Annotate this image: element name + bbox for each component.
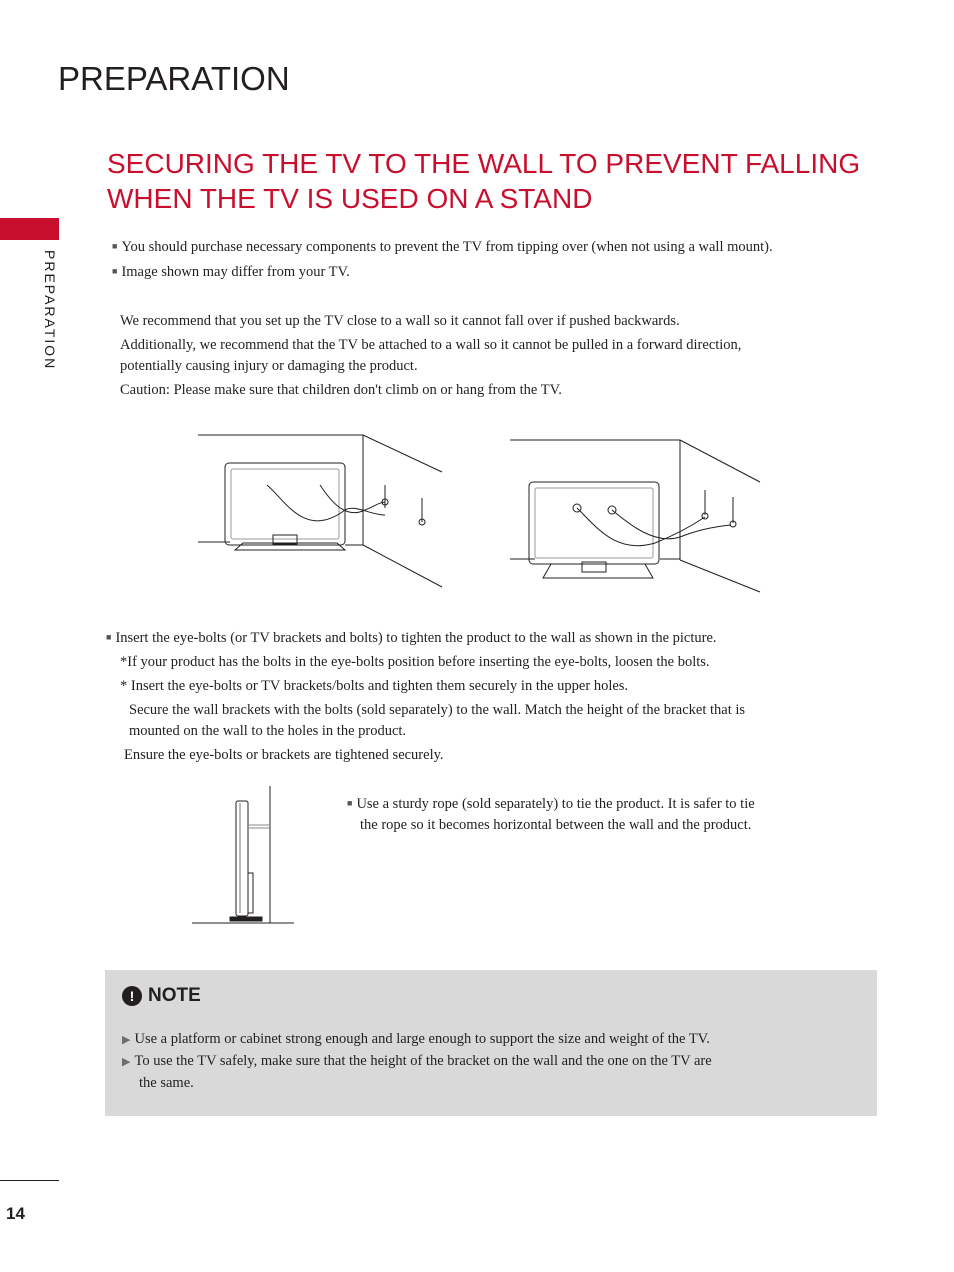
intro-line: Additionally, we recommend that the TV be attached to a wall so it cannot be pulled in a forward direction, [120, 337, 742, 353]
page-header-title: PREPARATION [58, 60, 290, 97]
intro-line: potentially causing injury or damaging the product. [120, 358, 418, 374]
section-title-line1: SECURING THE TV TO THE WALL TO PREVENT FALLING [107, 148, 861, 179]
square-bullet-icon: ■ [347, 798, 353, 808]
triangle-bullet-icon: ▶ [122, 1056, 131, 1068]
instruction-line: mounted on the wall to the holes in the product. [129, 723, 407, 739]
section-title [107, 146, 927, 216]
side-tab-marker [0, 218, 59, 240]
list-item: ■ Insert the eye-bolts (or TV brackets and bolts) to tighten the product to the wall as shown in the picture. [106, 630, 717, 646]
exclamation-icon: ! [122, 986, 142, 1006]
triangle-bullet-icon: ▶ [122, 1034, 131, 1046]
intro-line: We recommend that you set up the TV close to a wall so it cannot fall over if pushed backwards. [120, 313, 680, 329]
rope-instruction [347, 793, 867, 836]
section-title-line2: WHEN THE TV IS USED ON A STAND [107, 183, 593, 214]
list-item: ■ Use a sturdy rope (sold separately) to tie the product. It is safer to tie [347, 796, 755, 812]
square-bullet-icon: ■ [112, 266, 118, 276]
list-item: ■ You should purchase necessary components to prevent the TV from tipping over (when not using a wall mount). [112, 239, 773, 255]
instruction-note: *If your product has the bolts in the eye-bolts position before inserting the eye-bolts, loosen the bolts. [120, 654, 710, 670]
note-line: the same. [139, 1075, 194, 1091]
note-title: NOTE [148, 985, 201, 1006]
top-bullet-list [112, 236, 892, 283]
note-list [122, 1029, 862, 1094]
list-item: ▶ To use the TV safely, make sure that the height of the bracket on the wall and the one on the TV are [122, 1053, 712, 1069]
square-bullet-icon: ■ [106, 632, 112, 642]
instruction-line: Ensure the eye-bolts or brackets are tightened securely. [124, 747, 444, 763]
tv-wall-corner-illustration-right [505, 435, 765, 595]
rope-line: the rope so it becomes horizontal between the wall and the product. [360, 817, 752, 833]
tv-wall-corner-illustration-left [195, 430, 450, 590]
intro-paragraph [120, 311, 900, 401]
page-number: 14 [6, 1204, 25, 1223]
tv-side-view-illustration [190, 783, 296, 928]
side-section-label: PREPARATION [42, 250, 58, 371]
square-bullet-icon: ■ [112, 241, 118, 251]
instruction-note: * Insert the eye-bolts or TV brackets/bolts and tighten them securely in the upper holes. [120, 678, 629, 694]
intro-line: Caution: Please make sure that children don't climb on or hang from the TV. [120, 382, 562, 398]
instructions-block [106, 627, 906, 766]
list-item: ■ Image shown may differ from your TV. [112, 264, 350, 280]
list-item: ▶ Use a platform or cabinet strong enough and large enough to support the size and weight of the TV. [122, 1031, 710, 1047]
instruction-line: Secure the wall brackets with the bolts (sold separately) to the wall. Match the height of the bracket that is [129, 702, 746, 718]
footer-divider [0, 1180, 59, 1181]
